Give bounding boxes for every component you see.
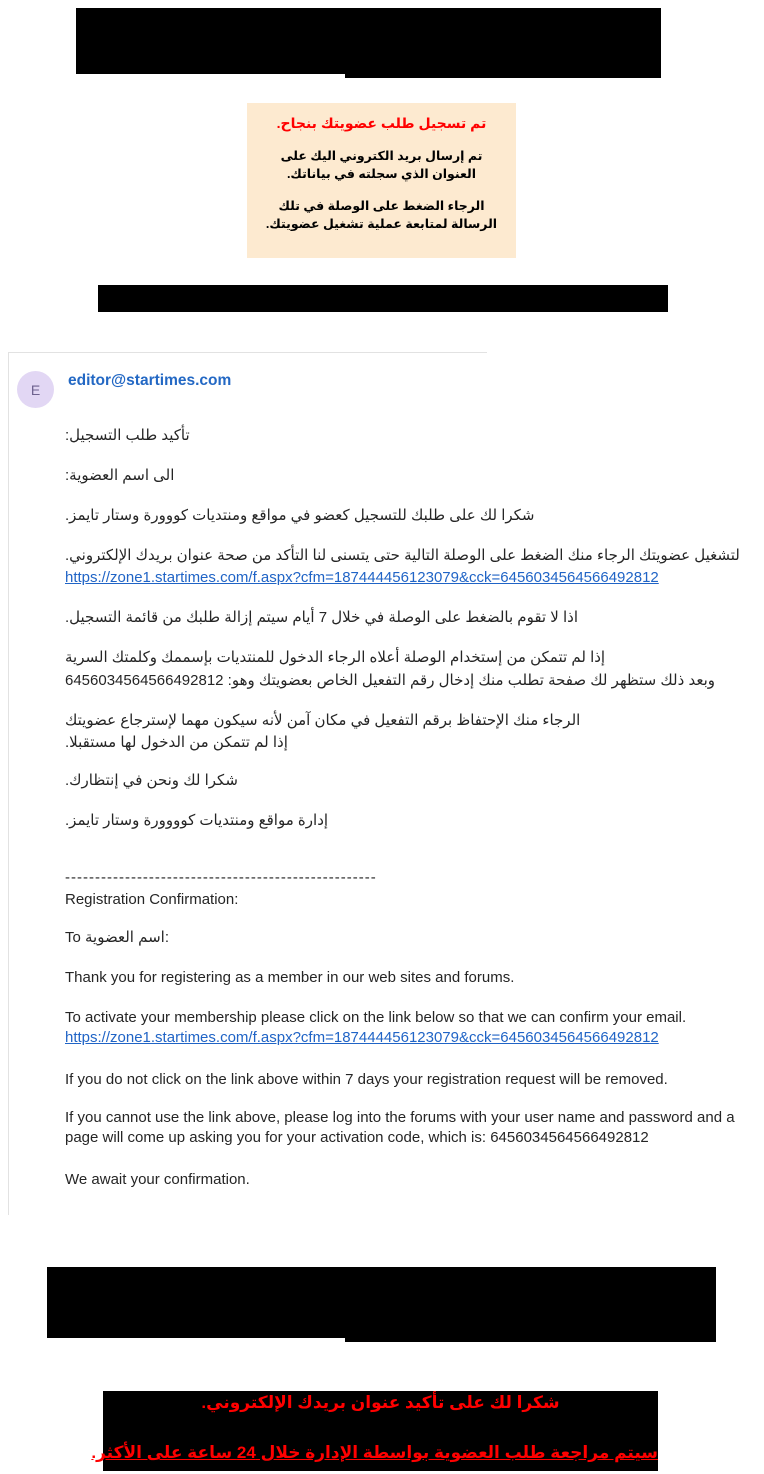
sender-avatar[interactable] (17, 371, 54, 408)
email-keep-code-line1-arabic: الرجاء منك الإحتفاظ برقم التفعيل في مكان آمن لأنه سيكون مهما لإسترجاع عضويتك (65, 712, 581, 729)
email-thanks-english: Thank you for registering as a member in our web sites and forums. (65, 969, 515, 986)
email-fallback-line1-arabic: إذا لم تتمكن من إستخدام الوصلة أعلاه الرجاء الدخول للمنتديات بإسممك وكلمتك السرية (65, 649, 606, 666)
email-seven-days-warning-arabic: اذا لا تقوم بالضغط على الوصلة في خلال 7 أيام سيتم إزالة طلبك من قائمة التسجيل. (65, 609, 579, 626)
footer-review-line: سيتم مراجعة طلب العضوية بواسطة الإدارة خلال 24 ساعة على الأكثر. (91, 1443, 658, 1462)
email-seven-days-warning-english: If you do not click on the link above within 7 days your registration request will be removed. (65, 1071, 668, 1088)
activation-link-arabic[interactable]: https://zone1.startimes.com/f.aspx?cfm=187444456123079&cck=6456034564566492812 (65, 569, 659, 586)
email-subject-line-arabic: تأكيد طلب التسجيل: (65, 427, 190, 444)
redaction-bar-bottom-left (47, 1267, 345, 1338)
notice-title: تم تسجيل طلب عضويتك بنجاح. (276, 115, 487, 131)
email-thanks-line-arabic: شكرا لك على طلبك للتسجيل كعضو في مواقع ومنتديات كووورة وستار تايمز. (65, 507, 535, 524)
registration-success-notice (247, 103, 516, 258)
email-to-line-arabic: الى اسم العضوية: (65, 467, 175, 484)
redaction-bar-middle (98, 285, 668, 312)
email-awaiting-english: We await your confirmation. (65, 1171, 250, 1188)
email-activate-instruction-arabic: لتشغيل عضويتك الرجاء منك الضغط على الوصلة التالية حتى يتسنى لنا التأكد من صحة عنوان بريدك الإلكتروني. (65, 547, 740, 564)
email-signature-arabic: إدارة مواقع ومنتديات كوووورة وستار تايمز. (65, 812, 329, 829)
activation-link-container-english (65, 1029, 659, 1047)
email-fallback-line2-arabic: وبعد ذلك ستظهر لك صفحة تطلب منك إدخال رقم التفعيل الخاص بعضويتك وهو: 6456034564566492812 (65, 672, 716, 689)
activation-link-english[interactable]: https://zone1.startimes.com/f.aspx?cfm=187444456123079&cck=6456034564566492812 (65, 1029, 659, 1046)
notice-paragraph-email-sent: تم إرسال بريد الكتروني اليك على العنوان الذي سجلته في بياناتك. (280, 148, 483, 181)
avatar-letter: E (30, 381, 41, 398)
redaction-bar-top-right (345, 8, 661, 78)
email-awaiting-line-arabic: شكرا لك ونحن في إنتظارك. (65, 772, 238, 789)
notice-paragraph-click-link: الرجاء الضغط على الوصلة في تلك الرسالة لمتابعة عملية تشغيل عضويتك. (265, 198, 498, 231)
dashed-separator: ---------------------------------------------------- (65, 869, 377, 886)
email-to-line-english: To اسم العضوية: (65, 929, 170, 946)
email-title-english: Registration Confirmation: (65, 891, 239, 908)
footer-thanks-line: شكرا لك على تأكيد عنوان بريدك الإلكتروني. (201, 1393, 560, 1412)
activation-link-container-arabic (65, 569, 659, 587)
sender-email-address[interactable]: editor@startimes.com (68, 372, 232, 389)
redaction-bar-bottom-right (345, 1267, 716, 1342)
email-fallback-english: If you cannot use the link above, please log into the forums with your user name and password and a page will come up asking you for your activation code, which is: 6456034564566492812 (65, 1109, 735, 1146)
email-keep-code-line2-arabic: إذا لم تتمكن من الدخول لها مستقبلا. (65, 734, 288, 751)
email-activate-instruction-english: To activate your membership please click on the link below so that we can confirm your email. (65, 1009, 687, 1026)
